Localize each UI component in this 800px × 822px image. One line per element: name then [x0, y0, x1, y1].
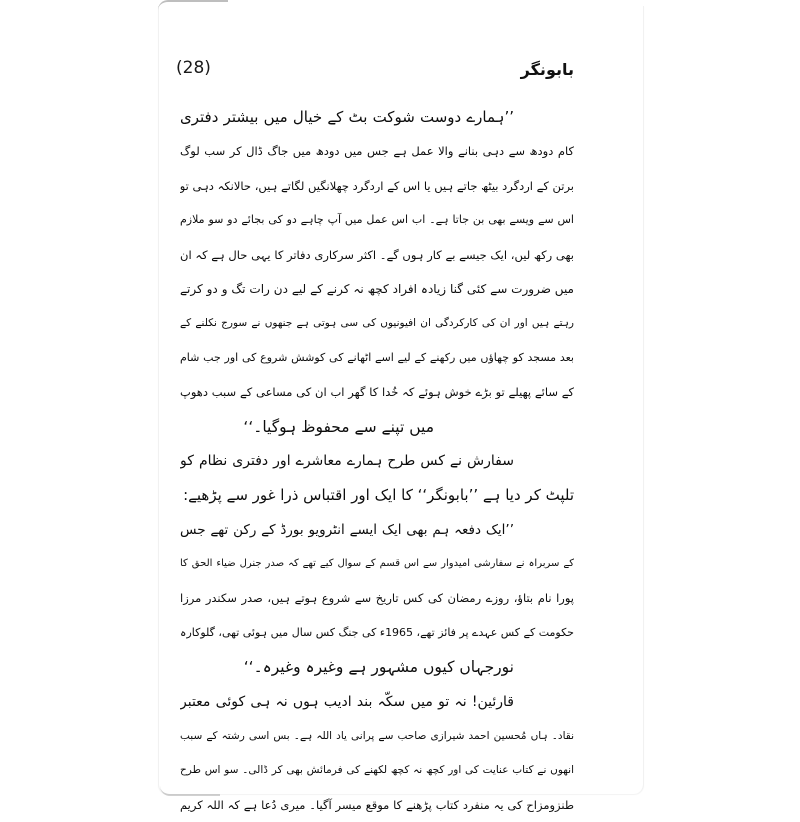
text-line: کے سربراہ نے سفارشی امیدوار سے اس قسم کے سوال کیے تھے کہ صدر جنرل ضیاء الحق کا	[180, 558, 574, 570]
text-line: تلپٹ کر دیا ہے ’’بابونگر‘‘ کا ایک اور اقتباس ذرا غور سے پڑھیے:	[183, 486, 574, 505]
text-line: میں ضرورت سے کئی گنا زیادہ افراد کچھ نہ کرنے کے لیے دن رات تگ و دو کرتے	[180, 281, 574, 296]
body-text	[180, 100, 574, 822]
text-line: کے سائے پھیلے تو بڑے خوش ہوئے کہ خُدا کا گھر اب ان کی مساعی کے سبب دھوپ	[180, 385, 574, 400]
page-number: (28)	[176, 58, 211, 78]
text-line: برتن کے اردگرد بیٹھ جاتے ہیں یا اس کے اردگرد چھلانگیں لگاتے ہیں، حالانکہ دہی تو	[180, 178, 574, 193]
running-title: بابونگر	[520, 60, 574, 79]
text-line: نورجہاں کیوں مشہور ہے وغیرہ وغیرہ۔‘‘	[243, 658, 514, 677]
text-line: پورا نام بتاؤ، روزے رمضان کی کس تاریخ سے شروع ہوتے ہیں، صدر سکندر مرزا	[180, 591, 574, 606]
text-line: انھوں نے کتاب عنایت کی اور کچھ نہ کچھ لکھنے کی فرمائش بھی کر ڈالی۔ سو اس طرح	[180, 764, 574, 777]
text-line: سفارش نے کس طرح ہمارے معاشرے اور دفتری نظام کو	[180, 452, 514, 469]
text-line: بھی رکھ لیں، ایک جیسے بے کار ہوں گے۔ اکثر سرکاری دفاتر کا یہی حال ہے کہ ان	[180, 247, 574, 262]
text-line: قارئین! نہ تو میں سکّہ بند ادیب ہوں نہ ہی کوئی معتبر	[180, 693, 514, 710]
text-line: اس سے ویسے بھی بن جاتا ہے۔ اب اس عمل میں آپ چاہے دو کی بجائے دو سو ملازم	[180, 213, 574, 227]
text-line: طنزومزاح کی یہ منفرد کتاب پڑھنے کا موقع میسر آگیا۔ میری دُعا ہے کہ اللہ کریم	[180, 797, 574, 812]
page-curl-top	[158, 0, 228, 10]
text-line: کام دودھ سے دہی بنانے والا عمل ہے جس میں دودھ میں جاگ ڈال کر سب لوگ	[180, 144, 574, 159]
text-line: ’’ہمارے دوست شوکت بٹ کے خیال میں بیشتر دفتری	[180, 108, 514, 126]
text-line: بعد مسجد کو چھاؤں میں رکھنے کے لیے اسے اٹھانے کی کوشش شروع کی اور جب شام	[180, 350, 574, 364]
text-line: نقاد۔ ہاں مُحسین احمد شیرازی صاحب سے پرانی یاد اللہ ہے۔ بس اسی رشتہ کے سبب	[180, 730, 574, 743]
text-line: میں تپنے سے محفوظ ہوگیا۔‘‘	[243, 417, 434, 436]
text-line: ’’ایک دفعہ ہم بھی ایک ایسے انٹرویو بورڈ کے رکن تھے جس	[180, 521, 514, 538]
text-line: رہتے ہیں اور ان کی کارکردگی ان افیونیوں کی سی ہوتی ہے جنھوں نے سورج نکلنے کے	[180, 317, 574, 330]
text-line: حکومت کے کس عہدے پر فائز تھے، 1965ء کی جنگ کس سال میں ہوئی تھی، گلوکارہ	[180, 625, 574, 639]
